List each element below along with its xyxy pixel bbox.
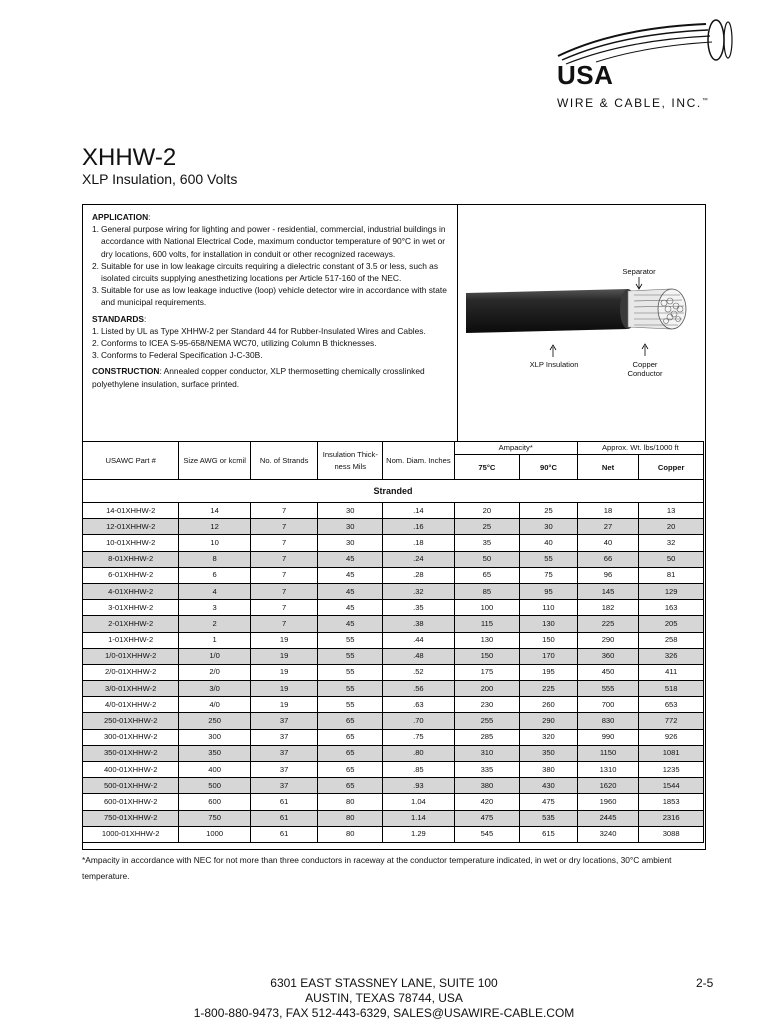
table-cell: 65 bbox=[454, 567, 520, 583]
table-cell: 14-01XHHW-2 bbox=[83, 503, 179, 519]
header-75c: 75°C bbox=[454, 455, 520, 480]
table-cell: 250 bbox=[179, 713, 250, 729]
table-cell: .48 bbox=[383, 648, 455, 664]
table-cell: 700 bbox=[577, 697, 639, 713]
table-cell: 250-01XHHW-2 bbox=[83, 713, 179, 729]
table-cell: 45 bbox=[318, 567, 383, 583]
table-cell: 13 bbox=[639, 503, 704, 519]
table-cell: 18 bbox=[577, 503, 639, 519]
table-cell: 37 bbox=[250, 762, 318, 778]
table-cell: 6-01XHHW-2 bbox=[83, 567, 179, 583]
table-cell: 55 bbox=[318, 648, 383, 664]
table-cell: 65 bbox=[318, 778, 383, 794]
table-cell: .14 bbox=[383, 503, 455, 519]
table-cell: 1000-01XHHW-2 bbox=[83, 826, 179, 842]
table-body bbox=[83, 503, 704, 843]
table-cell: 411 bbox=[639, 664, 704, 680]
table-cell: 3-01XHHW-2 bbox=[83, 600, 179, 616]
standards-heading: STANDARDS bbox=[92, 313, 144, 324]
table-cell: 1.04 bbox=[383, 794, 455, 810]
table-cell: 475 bbox=[454, 810, 520, 826]
table-cell: 20 bbox=[454, 503, 520, 519]
table-cell: .28 bbox=[383, 567, 455, 583]
table-cell: 40 bbox=[577, 535, 639, 551]
table-cell: 25 bbox=[454, 519, 520, 535]
logo-subtext: WIRE & CABLE, INC.™ bbox=[557, 96, 710, 110]
application-list bbox=[92, 223, 449, 308]
table-cell: 2 bbox=[179, 616, 250, 632]
table-cell: .93 bbox=[383, 778, 455, 794]
table-cell: 50 bbox=[454, 551, 520, 567]
table-cell: 55 bbox=[318, 681, 383, 697]
table-cell: 518 bbox=[639, 681, 704, 697]
table-cell: 830 bbox=[577, 713, 639, 729]
table-cell: 380 bbox=[454, 778, 520, 794]
table-cell: 750 bbox=[179, 810, 250, 826]
table-cell: 45 bbox=[318, 600, 383, 616]
table-cell: 65 bbox=[318, 729, 383, 745]
header-weight: Approx. Wt. lbs/1000 ft bbox=[577, 442, 703, 455]
table-cell: 1310 bbox=[577, 762, 639, 778]
table-cell: 400-01XHHW-2 bbox=[83, 762, 179, 778]
table-row bbox=[83, 551, 704, 567]
spec-text-column: APPLICATION: 1. General purpose wiring for lighting and power - residential, commercial, industrial buildings in accordance with National Electrical Code, maximum conductor temperature of 90°C in wet or dry locations, 600 volts, for installation in conduit or other recognized raceways. 2. Suitable for use in low leakage circuits requiring a dielectric constant of 3.5 or less, such as isolated circuits supplying anesthetizing locations per Article 517-160 of the NEC. 3. Suitable for use as low leakage inductive (loop) vehicle detector wire in accordance with state and municipal requirements. STANDARDS: 1. Listed by UL as Type XHHW-2 per Standard 44 for Rubber-Insulated Wires and Cables. 2. Conforms to ICEA S-95-658/NEMA WC70, utilizing Column B thicknesses. 3. Conforms to Federal Specification J-C-30B. CONSTRUCTION: Annealed copper conductor, XLP thermosetting chemically crosslinked polyethylene insulation, surface printed. bbox=[83, 205, 458, 441]
table-cell: 8-01XHHW-2 bbox=[83, 551, 179, 567]
table-cell: 7 bbox=[250, 519, 318, 535]
table-cell: 30 bbox=[318, 519, 383, 535]
table-cell: 8 bbox=[179, 551, 250, 567]
table-cell: 1/0 bbox=[179, 648, 250, 664]
table-cell: 61 bbox=[250, 810, 318, 826]
header-copper: Copper bbox=[639, 455, 704, 480]
table-cell: 653 bbox=[639, 697, 704, 713]
table-cell: 75 bbox=[520, 567, 578, 583]
table-row bbox=[83, 632, 704, 648]
table-row bbox=[83, 713, 704, 729]
table-cell: 20 bbox=[639, 519, 704, 535]
page-footer bbox=[0, 976, 768, 1021]
table-cell: 225 bbox=[520, 681, 578, 697]
list-item: 1. Listed by UL as Type XHHW-2 per Standard 44 for Rubber-Insulated Wires and Cables. bbox=[92, 325, 426, 336]
header-insulation: Insulation Thick- ness Mils bbox=[318, 442, 383, 480]
table-cell: 12-01XHHW-2 bbox=[83, 519, 179, 535]
table-cell: 600-01XHHW-2 bbox=[83, 794, 179, 810]
table-cell: .52 bbox=[383, 664, 455, 680]
specification-table bbox=[82, 441, 704, 843]
table-row bbox=[83, 616, 704, 632]
table-cell: 772 bbox=[639, 713, 704, 729]
table-cell: .75 bbox=[383, 729, 455, 745]
table-cell: 4-01XHHW-2 bbox=[83, 583, 179, 599]
table-cell: 7 bbox=[250, 616, 318, 632]
table-cell: 1/0-01XHHW-2 bbox=[83, 648, 179, 664]
list-item: 1. General purpose wiring for lighting and power - residential, commercial, industrial buildings in accordance with National Electrical Code, maximum conductor temperature of 90°C in wet or dry locations, 600 volts, for installation in conduit or other recognized raceways. bbox=[92, 224, 446, 259]
table-row bbox=[83, 600, 704, 616]
table-cell: 150 bbox=[454, 648, 520, 664]
table-row bbox=[83, 794, 704, 810]
table-row bbox=[83, 762, 704, 778]
table-cell: 4/0 bbox=[179, 697, 250, 713]
table-cell: 80 bbox=[318, 826, 383, 842]
table-cell: 100 bbox=[454, 600, 520, 616]
table-row bbox=[83, 583, 704, 599]
table-cell: .38 bbox=[383, 616, 455, 632]
table-cell: 2/0 bbox=[179, 664, 250, 680]
header-part: USAWC Part # bbox=[83, 442, 179, 480]
table-cell: 45 bbox=[318, 551, 383, 567]
table-row bbox=[83, 745, 704, 761]
table-cell: 130 bbox=[520, 616, 578, 632]
table-cell: 3/0-01XHHW-2 bbox=[83, 681, 179, 697]
table-cell: 37 bbox=[250, 713, 318, 729]
table-cell: 163 bbox=[639, 600, 704, 616]
table-cell: .44 bbox=[383, 632, 455, 648]
page-subtitle: XLP Insulation, 600 Volts bbox=[82, 171, 238, 187]
table-cell: 19 bbox=[250, 648, 318, 664]
table-cell: 535 bbox=[520, 810, 578, 826]
table-cell: 175 bbox=[454, 664, 520, 680]
table-cell: 19 bbox=[250, 681, 318, 697]
table-cell: 500 bbox=[179, 778, 250, 794]
table-cell: 45 bbox=[318, 616, 383, 632]
table-cell: 19 bbox=[250, 632, 318, 648]
table-cell: 61 bbox=[250, 794, 318, 810]
table-cell: 35 bbox=[454, 535, 520, 551]
table-cell: 1-01XHHW-2 bbox=[83, 632, 179, 648]
table-cell: 1960 bbox=[577, 794, 639, 810]
table-cell: .80 bbox=[383, 745, 455, 761]
table-cell: .18 bbox=[383, 535, 455, 551]
table-cell: 420 bbox=[454, 794, 520, 810]
table-cell: 50 bbox=[639, 551, 704, 567]
table-cell: 290 bbox=[520, 713, 578, 729]
table-cell: .85 bbox=[383, 762, 455, 778]
table-cell: 61 bbox=[250, 826, 318, 842]
company-logo bbox=[556, 18, 736, 110]
insulation-label: XLP Insulation bbox=[529, 360, 579, 369]
table-cell: 40 bbox=[520, 535, 578, 551]
table-cell: 7 bbox=[250, 600, 318, 616]
separator-label: Separator bbox=[622, 267, 656, 276]
table-cell: 96 bbox=[577, 567, 639, 583]
table-cell: .56 bbox=[383, 681, 455, 697]
table-cell: 55 bbox=[318, 697, 383, 713]
table-cell: 3088 bbox=[639, 826, 704, 842]
table-cell: 27 bbox=[577, 519, 639, 535]
table-cell: 1235 bbox=[639, 762, 704, 778]
table-cell: 380 bbox=[520, 762, 578, 778]
table-cell: 6 bbox=[179, 567, 250, 583]
table-cell: 10-01XHHW-2 bbox=[83, 535, 179, 551]
table-cell: 1.14 bbox=[383, 810, 455, 826]
table-cell: 1.29 bbox=[383, 826, 455, 842]
table-cell: 350-01XHHW-2 bbox=[83, 745, 179, 761]
table-cell: 1620 bbox=[577, 778, 639, 794]
table-cell: 1150 bbox=[577, 745, 639, 761]
table-cell: 145 bbox=[577, 583, 639, 599]
table-cell: 3 bbox=[179, 600, 250, 616]
table-cell: 200 bbox=[454, 681, 520, 697]
table-cell: 45 bbox=[318, 583, 383, 599]
table-cell: 1544 bbox=[639, 778, 704, 794]
table-cell: 450 bbox=[577, 664, 639, 680]
table-cell: 430 bbox=[520, 778, 578, 794]
table-row bbox=[83, 535, 704, 551]
table-cell: 3240 bbox=[577, 826, 639, 842]
table-cell: 500-01XHHW-2 bbox=[83, 778, 179, 794]
table-cell: 555 bbox=[577, 681, 639, 697]
table-cell: 926 bbox=[639, 729, 704, 745]
table-cell: 350 bbox=[179, 745, 250, 761]
table-cell: .70 bbox=[383, 713, 455, 729]
table-cell: 300-01XHHW-2 bbox=[83, 729, 179, 745]
table-cell: 260 bbox=[520, 697, 578, 713]
logo-brand: USA bbox=[557, 60, 614, 90]
table-cell: 115 bbox=[454, 616, 520, 632]
table-cell: 750-01XHHW-2 bbox=[83, 810, 179, 826]
table-cell: 990 bbox=[577, 729, 639, 745]
table-cell: 1 bbox=[179, 632, 250, 648]
table-cell: 600 bbox=[179, 794, 250, 810]
table-cell: 225 bbox=[577, 616, 639, 632]
table-cell: .16 bbox=[383, 519, 455, 535]
application-heading: APPLICATION bbox=[92, 212, 149, 222]
ampacity-footnote: *Ampacity in accordance with NEC for not more than three conductors in raceway at the conductor temperature indicated, in wet or dry locations, 30°C ambient temperature. bbox=[82, 855, 672, 881]
footer-address: 6301 EAST STASSNEY LANE, SUITE 100 bbox=[270, 976, 498, 990]
table-cell: 1853 bbox=[639, 794, 704, 810]
header-diameter: Nom. Diam. Inches bbox=[383, 442, 455, 480]
page-number: 2-5 bbox=[696, 976, 714, 990]
table-cell: 170 bbox=[520, 648, 578, 664]
table-cell: 65 bbox=[318, 745, 383, 761]
table-cell: 1000 bbox=[179, 826, 250, 842]
header-ampacity: Ampacity* bbox=[454, 442, 577, 455]
table-cell: 80 bbox=[318, 794, 383, 810]
table-cell: 10 bbox=[179, 535, 250, 551]
table-cell: 205 bbox=[639, 616, 704, 632]
table-cell: 81 bbox=[639, 567, 704, 583]
spec-sheet-box bbox=[82, 204, 706, 850]
table-cell: 326 bbox=[639, 648, 704, 664]
table-cell: 350 bbox=[520, 745, 578, 761]
footer-contact: 1-800-880-9473, FAX 512-443-6329, SALES@USAWIRE-CABLE.COM bbox=[193, 1006, 575, 1020]
table-cell: 7 bbox=[250, 535, 318, 551]
table-cell: 2/0-01XHHW-2 bbox=[83, 664, 179, 680]
table-cell: 3/0 bbox=[179, 681, 250, 697]
table-cell: 55 bbox=[520, 551, 578, 567]
table-cell: 360 bbox=[577, 648, 639, 664]
table-cell: 30 bbox=[520, 519, 578, 535]
table-cell: 150 bbox=[520, 632, 578, 648]
table-cell: 25 bbox=[520, 503, 578, 519]
table-cell: 258 bbox=[639, 632, 704, 648]
cable-illustration bbox=[458, 205, 705, 441]
table-row bbox=[83, 697, 704, 713]
conductor-label: Copper Conductor bbox=[627, 360, 663, 378]
table-row bbox=[83, 648, 704, 664]
table-cell: 4/0-01XHHW-2 bbox=[83, 697, 179, 713]
header-strands: No. of Strands bbox=[250, 442, 318, 480]
table-cell: 95 bbox=[520, 583, 578, 599]
table-row bbox=[83, 567, 704, 583]
table-cell: 2-01XHHW-2 bbox=[83, 616, 179, 632]
table-cell: 37 bbox=[250, 745, 318, 761]
table-cell: .35 bbox=[383, 600, 455, 616]
footer-city: AUSTIN, TEXAS 78744, USA bbox=[305, 991, 463, 1005]
table-cell: 475 bbox=[520, 794, 578, 810]
table-cell: 14 bbox=[179, 503, 250, 519]
table-cell: 335 bbox=[454, 762, 520, 778]
table-cell: 7 bbox=[250, 583, 318, 599]
table-cell: 19 bbox=[250, 664, 318, 680]
header-size: Size AWG or kcmil bbox=[179, 442, 250, 480]
construction-paragraph: CONSTRUCTION: Annealed copper conductor, XLP thermosetting chemically crosslinked polyethylene insulation, surface printed. bbox=[92, 366, 425, 389]
table-cell: 32 bbox=[639, 535, 704, 551]
table-cell: 300 bbox=[179, 729, 250, 745]
table-cell: .32 bbox=[383, 583, 455, 599]
table-cell: .24 bbox=[383, 551, 455, 567]
cable-cross-section-icon bbox=[458, 205, 705, 441]
table-cell: 1081 bbox=[639, 745, 704, 761]
table-cell: 37 bbox=[250, 778, 318, 794]
table-cell: 310 bbox=[454, 745, 520, 761]
table-row bbox=[83, 729, 704, 745]
table-cell: 19 bbox=[250, 697, 318, 713]
table-cell: 2445 bbox=[577, 810, 639, 826]
table-cell: 290 bbox=[577, 632, 639, 648]
table-row bbox=[83, 681, 704, 697]
table-cell: 7 bbox=[250, 567, 318, 583]
table-cell: 12 bbox=[179, 519, 250, 535]
table-row bbox=[83, 664, 704, 680]
table-cell: 37 bbox=[250, 729, 318, 745]
table-cell: 615 bbox=[520, 826, 578, 842]
table-cell: 80 bbox=[318, 810, 383, 826]
list-item: 3. Conforms to Federal Specification J-C-30B. bbox=[92, 350, 263, 361]
list-item: 2. Conforms to ICEA S-95-658/NEMA WC70, utilizing Column B thicknesses. bbox=[92, 338, 377, 349]
table-cell: 66 bbox=[577, 551, 639, 567]
table-row bbox=[83, 826, 704, 842]
section-stranded: Stranded bbox=[83, 480, 704, 503]
table-cell: 30 bbox=[318, 535, 383, 551]
table-cell: 7 bbox=[250, 551, 318, 567]
table-cell: 85 bbox=[454, 583, 520, 599]
table-cell: 55 bbox=[318, 632, 383, 648]
header-90c: 90°C bbox=[520, 455, 578, 480]
header-net: Net bbox=[577, 455, 639, 480]
table-cell: 2316 bbox=[639, 810, 704, 826]
table-row bbox=[83, 519, 704, 535]
table-cell: 30 bbox=[318, 503, 383, 519]
table-cell: 110 bbox=[520, 600, 578, 616]
table-cell: 130 bbox=[454, 632, 520, 648]
table-cell: 195 bbox=[520, 664, 578, 680]
table-cell: 400 bbox=[179, 762, 250, 778]
table-row bbox=[83, 810, 704, 826]
page-title: XHHW-2 bbox=[82, 144, 177, 171]
table-cell: 55 bbox=[318, 664, 383, 680]
table-row bbox=[83, 778, 704, 794]
table-cell: 7 bbox=[250, 503, 318, 519]
table-cell: 4 bbox=[179, 583, 250, 599]
table-cell: 545 bbox=[454, 826, 520, 842]
table-cell: .63 bbox=[383, 697, 455, 713]
standards-list bbox=[92, 325, 449, 362]
table-cell: 129 bbox=[639, 583, 704, 599]
table-cell: 65 bbox=[318, 713, 383, 729]
table-cell: 285 bbox=[454, 729, 520, 745]
table-cell: 320 bbox=[520, 729, 578, 745]
list-item: 2. Suitable for use in low leakage circuits requiring a dielectric constant of 3.5 or less, such as isolated circuits supplying anesthetizing locations per Article 517-160 of the NEC. bbox=[92, 260, 439, 284]
list-item: 3. Suitable for use as low leakage inductive (loop) vehicle detector wire in accordance with state and municipal requirements. bbox=[92, 285, 447, 308]
table-cell: 255 bbox=[454, 713, 520, 729]
table-cell: 230 bbox=[454, 697, 520, 713]
table-cell: 182 bbox=[577, 600, 639, 616]
table-cell: 65 bbox=[318, 762, 383, 778]
table-row bbox=[83, 503, 704, 519]
